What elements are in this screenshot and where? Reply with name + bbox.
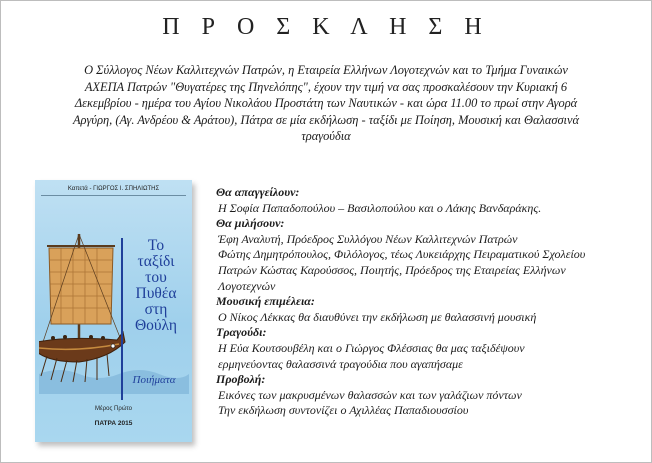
section-line: Η Σοφία Παπαδοπούλου – Βασιλοπούλου και ο Λάκης Βανδαράκης.	[218, 200, 542, 215]
section-songs	[216, 325, 636, 372]
intro-line: Δεκεμβρίου - ημέρα του Αγίου Νικολάου Προστάτη των Ναυτικών - και ώρα 11.00 το πρωί στην Αγορά	[74, 96, 578, 110]
book-author-rule	[41, 195, 186, 196]
section-line: Φώτης Δημητρόπουλος, Φιλόλογος, τέως Λυκειάρχης Πειραματικού Σχολείου	[218, 247, 586, 262]
intro-line: Αργύρη, (Αγ. Ανδρέου & Αράτου), Πάτρα σε μία εκδήλωση - ταξίδι με Ποίηση, Μουσική και Θαλασσινά	[72, 112, 579, 127]
intro-paragraph	[36, 62, 616, 145]
book-cover-image	[35, 180, 192, 442]
section-line: Εικόνες των μακρυσμένων θαλασσών και των γαλάζιων πόντων	[218, 387, 522, 402]
book-title-line: του	[145, 269, 167, 286]
section-heading: Προβολή:	[216, 372, 266, 387]
section-projection	[216, 372, 636, 419]
section-line: Πατρών Κώστας Καρούσσος, Ποιητής, Πρόεδρος της Εταιρείας Ελλήνων	[218, 262, 566, 277]
book-title-line: ταξίδι	[137, 253, 175, 270]
section-line: Ο Νίκος Λέκκας θα διαυθύνει την εκδήλωση με θαλασσινή μουσική	[218, 309, 537, 324]
book-title	[122, 238, 190, 334]
section-line: Την εκδήλωση συντονίζει ο Αχιλλέας Παπαδιουσσίου	[218, 403, 469, 418]
section-music	[216, 294, 636, 325]
intro-line: Ο Σύλλογος Νέων Καλλιτεχνών Πατρών, η Εταιρεία Ελλήνων Λογοτεχνών και το Τμήμα Γυναικών	[84, 63, 568, 77]
book-part: Μέρος Πρώτο	[95, 406, 132, 412]
book-title-line: Το	[147, 237, 165, 254]
book-city-year: ΠΑΤΡΑ 2015	[94, 420, 133, 427]
section-speakers	[216, 216, 636, 294]
section-heading: Μουσική επιμέλεια:	[216, 294, 315, 309]
section-line: Έφη Αναλυτή, Πρόεδρος Συλλόγου Νέων Καλλιτεχνών Πατρών	[218, 231, 518, 246]
book-author	[35, 186, 192, 192]
intro-line: τραγούδια	[301, 129, 351, 143]
book-subtitle: Ποιήματα	[132, 374, 176, 386]
invitation-title: Π Ρ Ο Σ Κ Λ Η Σ Η	[162, 14, 490, 40]
book-title-line: Πυθέα	[135, 285, 177, 302]
section-line: Η Εύα Κουτσουβέλη και ο Γιώργος Φλέσσιας θα μας ταξιδέψουν	[218, 340, 525, 355]
section-line: Λογοτεχνών	[218, 278, 276, 293]
program-details	[216, 185, 636, 419]
book-title-line: Θούλη	[134, 317, 178, 334]
section-line: ερμηνεύοντας θαλασσινά τραγούδια που αγαπήσαμε	[218, 356, 463, 371]
section-heading: Θα απαγγείλουν:	[216, 185, 300, 199]
book-title-line: στη	[144, 301, 168, 318]
section-heading: Θα μιλήσουν:	[216, 216, 285, 231]
book-author-text: Καπετά - ΓΙΩΡΓΟΣ Ι. ΣΠΗΛΙΩΤΗΣ	[67, 186, 160, 192]
section-recitation	[216, 185, 636, 216]
intro-line: ΑΧΕΠΑ Πατρών "Θυγατέρες της Πηνελόπης", έχουν την τιμή να σας προσκαλέσουν την Κυριακή 6	[84, 79, 568, 94]
section-heading: Τραγούδι:	[216, 325, 267, 340]
